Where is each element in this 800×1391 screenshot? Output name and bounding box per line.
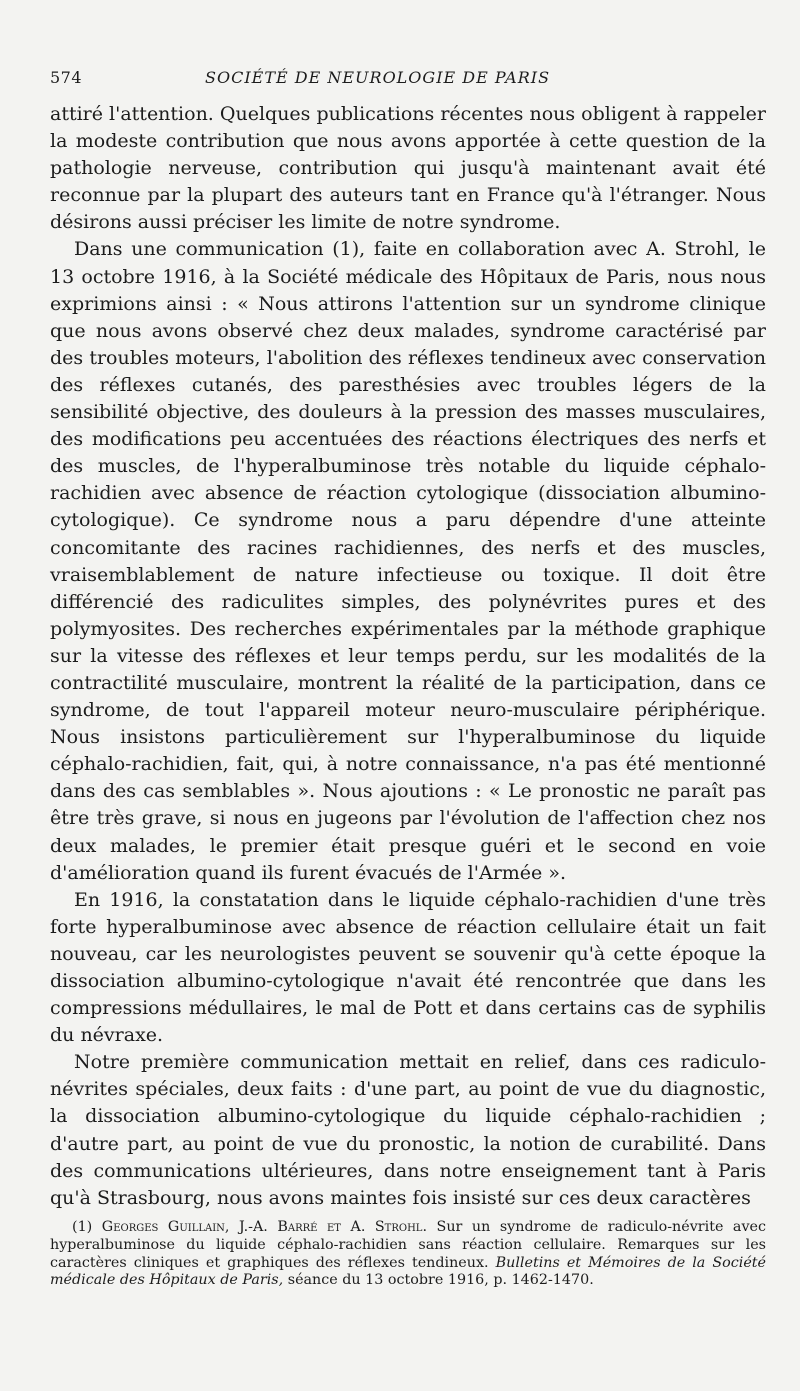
footnote-marker: (1) xyxy=(72,1219,93,1235)
book-page xyxy=(50,0,766,1391)
paragraph: attiré l'attention. Quelques publications récentes nous obligent à rappeler la modeste contribution que nous avons apportée à cette question de la pathologie nerveuse, contribution qui jusqu'à maintenant avait été reconnue par la plupart des auteurs tant en France qu'à l'étranger. Nous désirons aussi préciser les limite de notre syndrome. xyxy=(50,103,766,234)
footnote-journal: Bulletins et Mémoires de la Société médicale des Hôpitaux de Paris, xyxy=(50,1254,767,1289)
footnote-title: Sur un syndrome de radiculo-névrite avec hyperalbuminose du liquide céphalo-rachidien sans réaction cellulaire. Remarques sur les caractères cliniques et graphiques des réflexes tendineux. xyxy=(50,1219,767,1271)
paragraph: En 1916, la constatation dans le liquide céphalo-rachidien d'une très forte hyperalbuminose avec absence de réaction cellulaire était un fait nouveau, car les neurologistes peuvent se souvenir qu'à cette époque la dissociation albumino-cytologique n'avait été rencontrée que dans les compressions médullaires, le mal de Pott et dans certains cas de syphilis du névraxe. xyxy=(50,888,766,1047)
body-text xyxy=(50,101,766,1212)
footnote xyxy=(50,1219,766,1290)
paragraph: Dans une communication (1), faite en collaboration avec A. Strohl, le 13 octobre 1916, à la Société médicale des Hôpitaux de Paris, nous nous exprimions ainsi : « Nous attirons l'attention sur un syndrome clinique que nous avons observé chez deux malades, syndrome caractérisé par des troubles moteurs, l'abolition des réflexes tendineux avec conservation des réflexes cutanés, des paresthésies avec troubles légers de la sensibilité objective, des douleurs à la pression des masses musculaires, des modifications peu accentuées des réactions électriques des nerfs et des muscles, de l'hyperalbuminose très notable du liquide céphalo-rachidien avec absence de réaction cytologique (dissociation albumino-cytologique). Ce syndrome nous a paru dépendre d'une atteinte concomitante des racines rachidiennes, des nerfs et des muscles, vraisemblablement de nature infectieuse ou toxique. Il doit être différencié des radiculites simples, des polynévrites pures et des polymyosites. Des recherches expérimentales par la méthode graphique sur la vitesse des réflexes et leur temps perdu, sur les modalités de la contractilité musculaire, montrent la réalité de la participation, dans ce syndrome, de tout l'appareil moteur neuro-musculaire périphérique. Nous insistons particulièrement sur l'hyperalbuminose du liquide céphalo-rachidien, fait, qui, à notre connaissance, n'a pas été mentionné dans des cas semblables ». Nous ajoutions : « Le pronostic ne paraît pas être très grave, si nous en jugeons par l'évolution de l'affection chez nos deux malades, le premier était presque guéri et le second en voie d'amélioration quand ils furent évacués de l'Armée ». xyxy=(50,238,766,884)
footnote-authors: Georges Guillain, J.-A. Barré et A. Strohl. xyxy=(101,1219,427,1235)
page-number: 574 xyxy=(50,68,83,87)
page-header xyxy=(50,64,766,92)
running-head: SOCIÉTÉ DE NEUROLOGIE DE PARIS xyxy=(205,68,551,87)
paragraph: Notre première communication mettait en relief, dans ces radiculo-névrites spéciales, deux faits : d'une part, au point de vue du diagnostic, la dissociation albumino-cytologique du liquide céphalo-rachidien ; d'autre part, au point de vue du pronostic, la notion de curabilité. Dans des communications ultérieures, dans notre enseignement tant à Paris qu'à Strasbourg, nous avons maintes fois insisté sur ces deux caractères xyxy=(50,1051,766,1209)
footnote-details: séance du 13 octobre 1916, p. 1462-1470. xyxy=(287,1272,594,1289)
